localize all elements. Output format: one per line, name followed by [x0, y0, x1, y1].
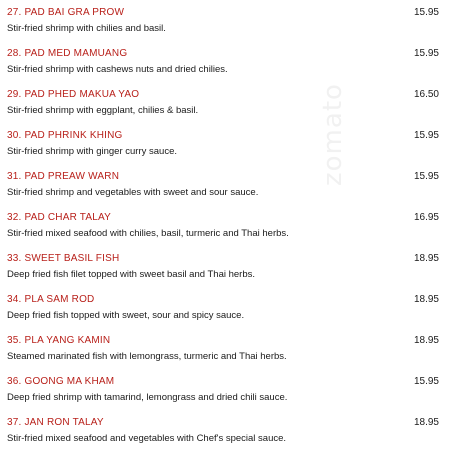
item-price: 15.95 [413, 130, 439, 141]
item-name: 35. PLA YANG KAMIN [7, 335, 111, 346]
watermark-logo: zomato [318, 83, 348, 186]
item-name: 36. GOONG MA KHAM [7, 376, 115, 387]
item-description: Stir-fried mixed seafood and vegetables with Chef's special sauce. [7, 433, 287, 444]
item-description: Stir-fried shrimp with cashews nuts and dried chilies. [7, 64, 228, 75]
item-price: 16.95 [413, 212, 439, 223]
menu-item [7, 170, 439, 206]
menu-item [7, 375, 439, 411]
item-price: 15.95 [413, 7, 439, 18]
menu-item [7, 252, 439, 288]
item-name: 33. SWEET BASIL FISH [7, 253, 120, 264]
item-description: Deep fried shrimp with tamarind, lemongrass and dried chili sauce. [7, 392, 288, 403]
item-price: 18.95 [413, 417, 439, 428]
menu-item [7, 293, 439, 329]
item-name: 28. PAD MED MAMUANG [7, 48, 128, 59]
item-price: 15.95 [413, 376, 439, 387]
menu-item [7, 211, 439, 247]
menu-item [7, 47, 439, 83]
menu-item [7, 334, 439, 370]
item-description: Stir-fried mixed seafood with chilies, basil, turmeric and Thai herbs. [7, 228, 289, 239]
menu-item [7, 416, 439, 452]
item-name: 27. PAD BAI GRA PROW [7, 7, 125, 18]
item-description: Stir-fried shrimp with chilies and basil. [7, 23, 166, 34]
item-name: 30. PAD PHRINK KHING [7, 130, 123, 141]
item-name: 29. PAD PHED MAKUA YAO [7, 89, 140, 100]
menu-item [7, 88, 439, 124]
item-price: 15.95 [413, 171, 439, 182]
item-price: 18.95 [413, 294, 439, 305]
item-name: 34. PLA SAM ROD [7, 294, 95, 305]
item-description: Deep fried fish filet topped with sweet basil and Thai herbs. [7, 269, 256, 280]
item-name: 37. JAN RON TALAY [7, 417, 104, 428]
item-price: 18.95 [413, 253, 439, 264]
item-description: Steamed marinated fish with lemongrass, turmeric and Thai herbs. [7, 351, 287, 362]
item-description: Stir-fried shrimp with ginger curry sauce. [7, 146, 177, 157]
item-description: Deep fried fish topped with sweet, sour and spicy sauce. [7, 310, 245, 321]
item-price: 15.95 [413, 48, 439, 59]
item-price: 18.95 [413, 335, 439, 346]
menu-item [7, 6, 439, 42]
item-name: 31. PAD PREAW WARN [7, 171, 120, 182]
menu-item [7, 129, 439, 165]
item-name: 32. PAD CHAR TALAY [7, 212, 112, 223]
item-description: Stir-fried shrimp with eggplant, chilies & basil. [7, 105, 199, 116]
item-description: Stir-fried shrimp and vegetables with sweet and sour sauce. [7, 187, 259, 198]
item-price: 16.50 [413, 89, 439, 100]
